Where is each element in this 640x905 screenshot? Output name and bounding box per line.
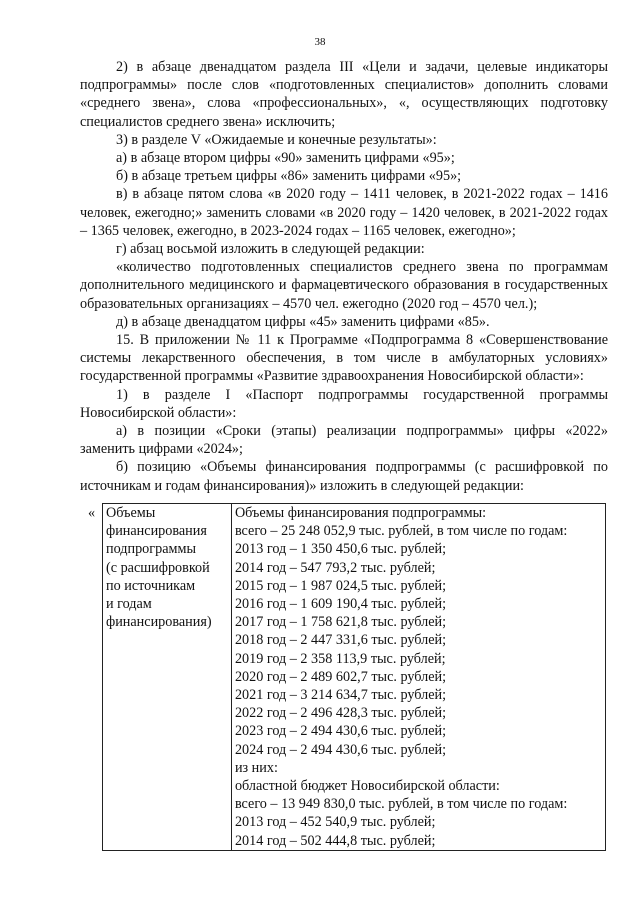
value-line: 2020 год – 2 489 602,7 тыс. рублей;: [234, 668, 447, 685]
paragraph: д) в абзаце двенадцатом цифры «45» заменить цифрами «85».: [116, 313, 490, 330]
label-line: Объемы: [106, 505, 156, 521]
label-line: (с расшифровкой: [106, 559, 210, 576]
value-line: 2015 год – 1 987 024,5 тыс. рублей;: [234, 577, 447, 594]
page-number: 38: [314, 36, 326, 48]
value-line: Объемы финансирования подпрограммы:: [234, 505, 487, 521]
paragraph: 3) в разделе V «Ожидаемые и конечные результаты»:: [116, 131, 437, 148]
value-line: 2021 год – 3 214 634,7 тыс. рублей;: [234, 687, 447, 704]
paragraph: б) позицию «Объемы финансирования подпрограммы (с расшифровкой по источникам и годам финансирования)» изложить в следующей редакции:: [80, 459, 608, 494]
paragraph: а) в позиции «Сроки (этапы) реализации подпрограммы» цифры «2022» заменить цифрами «2024»;: [80, 423, 608, 458]
value-line: 2024 год – 2 494 430,6 тыс. рублей;: [234, 741, 447, 758]
label-line: финансирования): [106, 614, 212, 631]
paragraph: 2) в абзаце двенадцатом раздела III «Цели и задачи, целевые индикаторы подпрограммы» после слов «подготовленных специалистов» дополнить словами «среднего звена», слова «профессиональных», «, осуществляющих подготовку специалистов среднего звена» исключить;: [80, 59, 608, 130]
paragraph: а) в абзаце втором цифры «90» заменить цифрами «95»;: [116, 150, 455, 167]
value-line: 2017 год – 1 758 621,8 тыс. рублей;: [234, 614, 447, 631]
paragraph: 15. В приложении № 11 к Программе «Подпрограмма 8 «Совершенствование системы лекарственного обеспечения, в том числе в амбулаторных условиях» государственной программы «Развитие здравоохранения Новосибирской области»:: [80, 332, 608, 385]
label-cell: [103, 504, 232, 851]
value-line: 2014 год – 547 793,2 тыс. рублей;: [234, 559, 436, 576]
value-line: всего – 13 949 830,0 тыс. рублей, в том числе по годам:: [234, 796, 568, 813]
financing-table: [102, 503, 606, 851]
paragraph: б) в абзаце третьем цифры «86» заменить цифрами «95»;: [116, 168, 462, 185]
paragraph: г) абзац восьмой изложить в следующей редакции:: [116, 241, 425, 258]
values-cell: [231, 504, 605, 851]
value-line: областной бюджет Новосибирской области:: [234, 778, 500, 795]
label-line: подпрограммы: [106, 541, 196, 558]
value-line: 2023 год – 2 494 430,6 тыс. рублей;: [234, 723, 447, 740]
label-line: финансирования: [106, 523, 207, 540]
table-row: [103, 504, 606, 851]
label-line: и годам: [106, 596, 152, 613]
value-line: 2013 год – 1 350 450,6 тыс. рублей;: [234, 541, 447, 558]
value-line: всего – 25 248 052,9 тыс. рублей, в том числе по годам:: [234, 523, 568, 540]
value-line: 2022 год – 2 496 428,3 тыс. рублей;: [234, 705, 447, 722]
paragraph: 1) в разделе I «Паспорт подпрограммы государственной программы Новосибирской области»:: [80, 386, 608, 421]
paragraph: в) в абзаце пятом слова «в 2020 году – 1411 человек, в 2021-2022 годах – 1416 человек, ежегодно;» заменить словами «в 2020 году – 1420 человек, в 2021-2022 годах – 1365 человек, ежегодно, в 2023-2024 годах – 1165 человек, ежегодно»;: [80, 186, 608, 239]
label-line: по источникам: [106, 577, 196, 594]
value-line: 2019 год – 2 358 113,9 тыс. рублей;: [234, 650, 446, 667]
value-line: 2016 год – 1 609 190,4 тыс. рублей;: [234, 596, 447, 613]
value-line: 2013 год – 452 540,9 тыс. рублей;: [234, 814, 436, 831]
value-line: 2018 год – 2 447 331,6 тыс. рублей;: [234, 632, 447, 649]
paragraph: «количество подготовленных специалистов среднего звена по программам дополнительного медицинского и фармацевтического образования в государственных образовательных организациях – 4570 чел. ежегодно (2020 год – 4570 чел.);: [80, 259, 608, 312]
open-quote: «: [88, 505, 96, 521]
value-line: 2014 год – 502 444,8 тыс. рублей;: [234, 832, 436, 849]
document-body: [80, 58, 608, 495]
value-line: из них:: [234, 759, 278, 776]
